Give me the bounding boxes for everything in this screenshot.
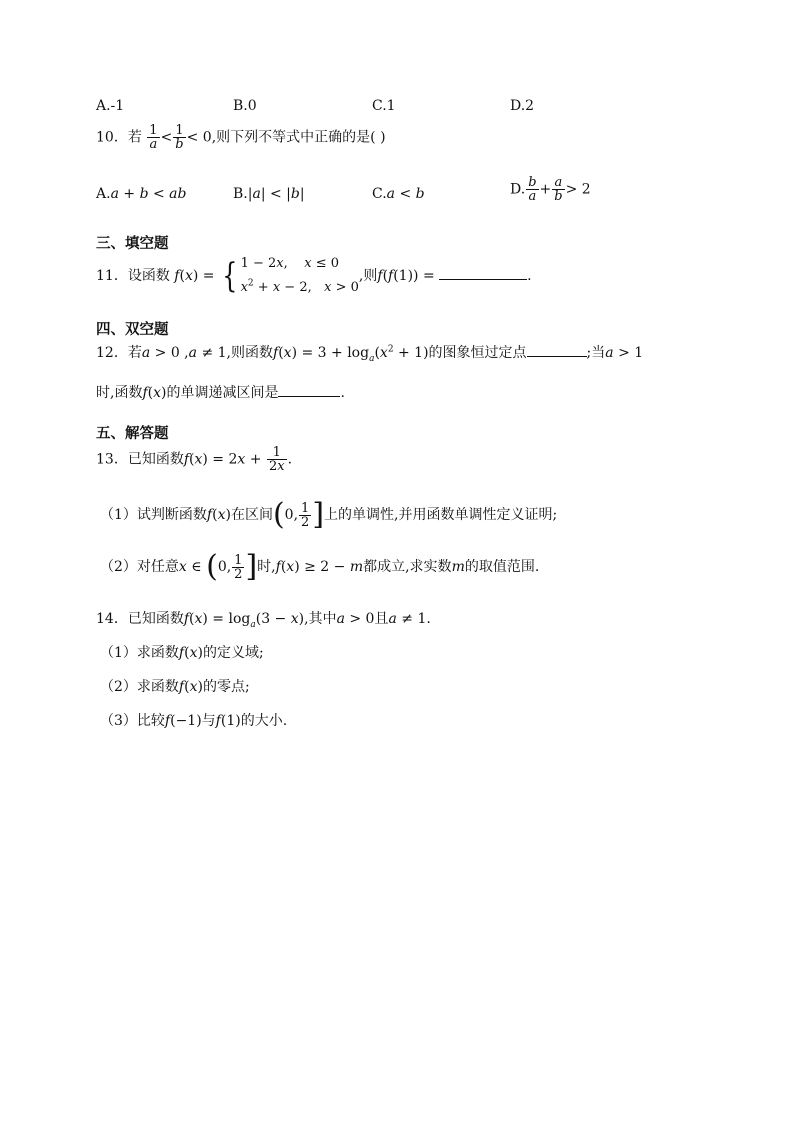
question-10: 10．若 $\frac{1}{a}$ < $\frac{1}{b}$ < 0,则下列不等式中正确的是( ) bbox=[96, 123, 386, 152]
question-13: 13．已知函数f(x) = 2x + $\frac{1}{2x}$ . bbox=[96, 445, 293, 474]
question-12-line2: 时,函数f(x)的单调递减区间是 . bbox=[96, 385, 345, 401]
question-14: 14．已知函数$f(x) = \log_a(3 - x)$,其中a > 0且a ≠ 1. bbox=[96, 611, 431, 630]
question-12: 12．若a > 0 ,a ≠ 1,则函数$f(x) = 3 + \log_a(x^2 + 1)$的图象恒过定点 ;当a > 1 bbox=[96, 344, 644, 364]
q9-option-b: B.0 bbox=[233, 98, 257, 114]
q10-option-b: B.|a| < |b| bbox=[233, 186, 305, 202]
q10-number: 10．若 bbox=[96, 129, 142, 146]
q10-text: ,则下列不等式中正确的是( ) bbox=[211, 129, 386, 146]
question-14-part1: （1）求函数f(x)的定义域; bbox=[100, 645, 264, 661]
question-11: 11．设函数 f(x) = { 1 − 2x, x ≤ 0 $x^2 + x - 2$, x > 0,则f(f(1)) = . bbox=[96, 256, 532, 297]
question-14-part2: （2）求函数f(x)的零点; bbox=[100, 679, 250, 695]
section-3-heading: 三、填空题 bbox=[96, 236, 169, 252]
q9-option-c: C.1 bbox=[372, 98, 396, 114]
q10-option-a: A.a + b < ab bbox=[96, 186, 187, 202]
section-5-heading: 五、解答题 bbox=[96, 426, 169, 442]
question-14-part3: （3）比较f(−1)与f(1)的大小. bbox=[100, 713, 288, 729]
question-13-part2: （2）对任意x ∈ (0, $\frac{1}{2}$ ]时,f(x) ≥ 2 − m都成立,求实数m的取值范围. bbox=[100, 549, 540, 584]
fraction-1-over-b: $\frac{1}{b}$ bbox=[175, 123, 184, 152]
section-4-heading: 四、双空题 bbox=[96, 322, 169, 338]
fraction-1-over-a: $\frac{1}{a}$ bbox=[149, 123, 158, 152]
question-13-part1: （1）试判断函数f(x)在区间(0, $\frac{1}{2}$ ]上的单调性,并用函数单调性定义证明; bbox=[100, 497, 558, 532]
q10-option-d: D. $\frac{b}{a}$ + $\frac{a}{b}$ > 2 bbox=[510, 175, 591, 204]
q10-option-c: C.a < b bbox=[372, 186, 425, 202]
q9-option-d: D.2 bbox=[510, 98, 535, 114]
q9-option-a: A.-1 bbox=[96, 98, 125, 114]
